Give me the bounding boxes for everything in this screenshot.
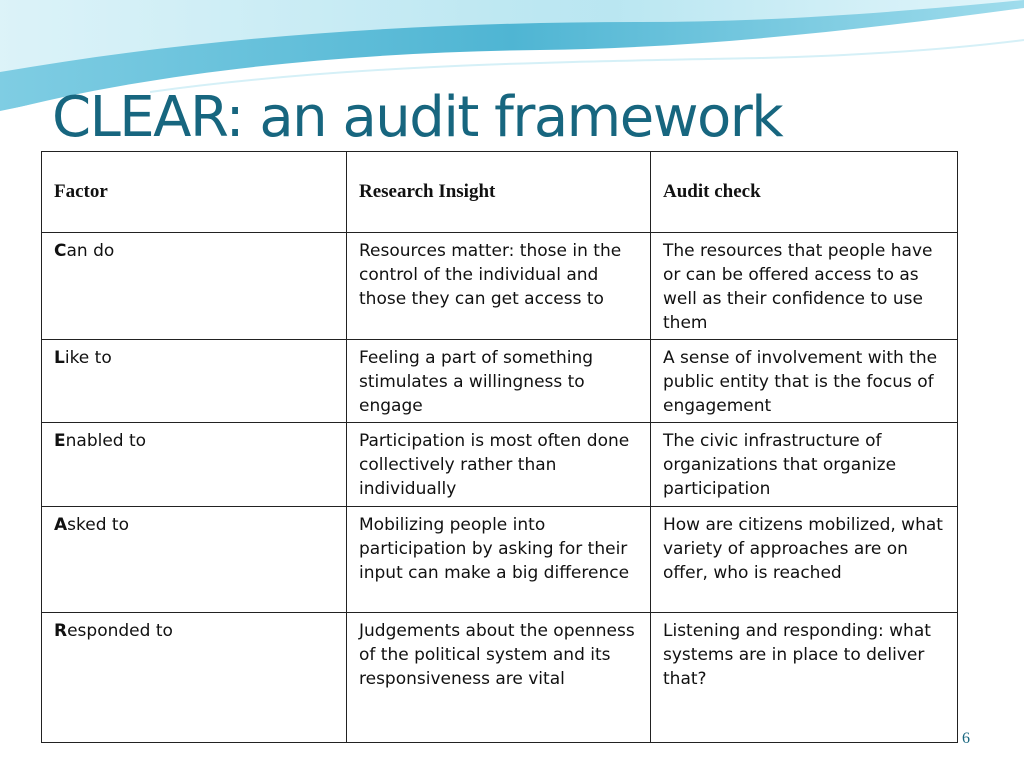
factor-initial: R <box>54 621 68 641</box>
insight-cell: Resources matter: those in the control of the individual and those they can get access to <box>347 233 651 340</box>
factor-cell <box>42 340 347 423</box>
factor-initial: L <box>54 348 65 368</box>
table-row <box>42 507 958 613</box>
insight-cell: Participation is most often done collectively rather than individually <box>347 423 651 507</box>
factor-rest: nabled to <box>65 431 147 451</box>
check-cell: A sense of involvement with the public entity that is the focus of engagement <box>651 340 958 423</box>
check-cell: How are citizens mobilized, what variety of approaches are on offer, who is reached <box>651 507 958 613</box>
check-cell: The resources that people have or can be offered access to as well as their confidence to use them <box>651 233 958 340</box>
factor-cell <box>42 233 347 340</box>
table-header-row <box>42 152 958 233</box>
factor-initial: A <box>54 515 68 535</box>
factor-cell <box>42 423 347 507</box>
header-factor: Factor <box>42 152 347 233</box>
table-row <box>42 423 958 507</box>
wave-line-3 <box>430 50 1024 70</box>
factor-rest: sked to <box>67 515 129 535</box>
header-research-insight: Research Insight <box>347 152 651 233</box>
insight-cell: Mobilizing people into participation by asking for their input can make a big difference <box>347 507 651 613</box>
table-row <box>42 233 958 340</box>
factor-initial: E <box>54 431 66 451</box>
insight-cell: Feeling a part of something stimulates a willingness to engage <box>347 340 651 423</box>
factor-rest: an do <box>66 241 115 261</box>
audit-framework-table <box>41 151 958 743</box>
factor-rest: esponded to <box>67 621 173 641</box>
table-row <box>42 613 958 743</box>
table-row <box>42 340 958 423</box>
check-cell: Listening and responding: what systems are in place to deliver that? <box>651 613 958 743</box>
page-number: 6 <box>962 730 970 747</box>
factor-cell <box>42 507 347 613</box>
slide-title: CLEAR: an audit framework <box>52 85 783 150</box>
header-audit-check: Audit check <box>651 152 958 233</box>
insight-cell: Judgements about the openness of the political system and its responsiveness are vital <box>347 613 651 743</box>
factor-rest: ike to <box>64 348 112 368</box>
factor-initial: C <box>54 241 67 261</box>
check-cell: The civic infrastructure of organizations that organize participation <box>651 423 958 507</box>
factor-cell <box>42 613 347 743</box>
